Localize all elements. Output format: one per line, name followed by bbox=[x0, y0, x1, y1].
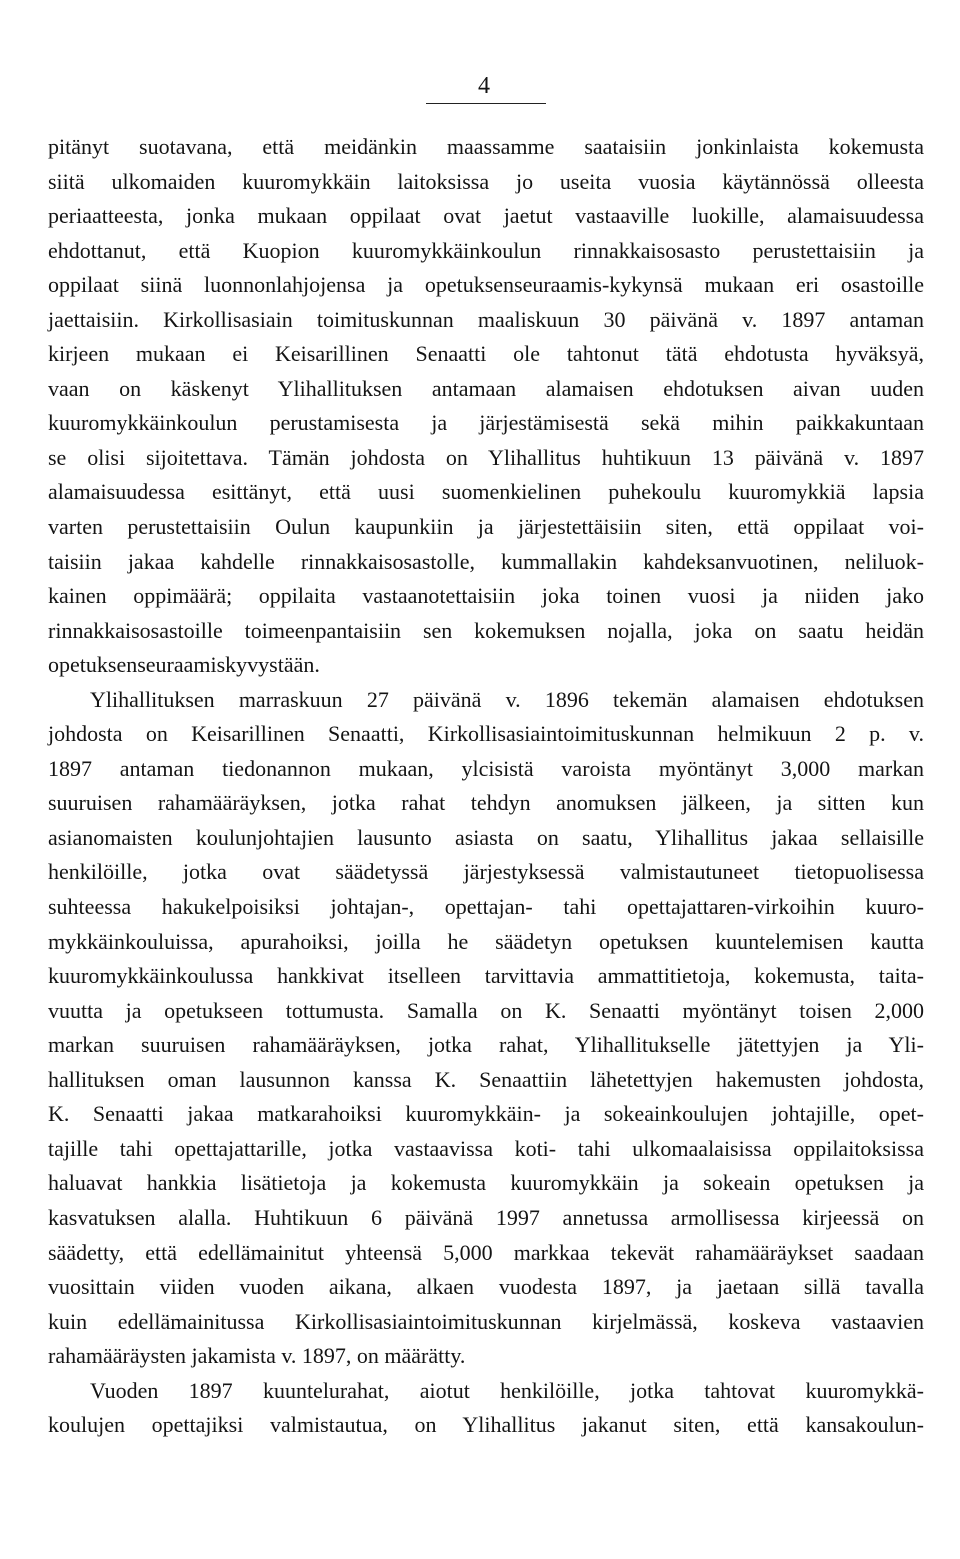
page-number: 4 bbox=[478, 73, 490, 99]
text-line: K. Senaatti jakaa matkarahoiksi kuuromykkäin- ja sokeainkoulujen johtajille, opet- bbox=[48, 1101, 924, 1127]
body-text bbox=[48, 130, 924, 1443]
text-line: alamaisuudessa esittänyt, että uusi suomenkielinen puhekoulu kuuromykkiä lapsia bbox=[48, 479, 924, 505]
text-line: kuuromykkäinkoulun perustamisesta ja järjestämisestä sekä mihin paikkakuntaan bbox=[48, 410, 924, 436]
text-line: tajille tahi opettajattarille, jotka vastaavissa koti- tahi ulkomaalaisissa oppilaitoksissa bbox=[48, 1135, 924, 1161]
text-line: 1897 antaman tiedonannon mukaan, ylcisistä varoista myöntänyt 3,000 markan bbox=[48, 755, 924, 781]
text-line: taisiin jakaa kahdelle rinnakkaisosastolle, kummallakin kahdeksanvuotinen, neliluok- bbox=[48, 548, 924, 574]
text-line: kuin edellämainitussa Kirkollisasiaintoimituskunnan kirjelmässä, koskeva vastaavien bbox=[48, 1308, 924, 1334]
text-line: kainen oppimäärä; oppilaita vastaanotettaisiin joka toinen vuosi ja niiden jako bbox=[48, 583, 924, 609]
text-line: suuruisen rahamääräyksen, jotka rahat tehdyn anomuksen jälkeen, ja sitten kun bbox=[48, 790, 924, 816]
text-line: markan suuruisen rahamääräyksen, jotka rahat, Ylihallitukselle jätettyjen ja Yli- bbox=[48, 1032, 924, 1058]
text-line: vuosittain viiden vuoden aikana, alkaen vuodesta 1897, ja jaetaan sillä tavalla bbox=[48, 1274, 924, 1300]
text-line: se olisi sijoitettava. Tämän johdosta on Ylihallitus huhtikuun 13 päivänä v. 1897 bbox=[48, 444, 924, 470]
text-line: jaettaisiin. Kirkollisasiain toimituskunnan maaliskuun 30 päivänä v. 1897 antaman bbox=[48, 306, 924, 332]
text-line: pitänyt suotavana, että meidänkin maassamme saataisiin jonkinlaista kokemusta bbox=[48, 134, 924, 159]
text-line: kuuromykkäinkoulussa hankkivat itselleen tarvittavia ammattitietoja, kokemusta, taita- bbox=[48, 963, 924, 989]
text-line: johdosta on Keisarillinen Senaatti, Kirkollisasiaintoimituskunnan helmikuun 2 p. v. bbox=[48, 721, 924, 747]
text-line: rinnakkaisosastoille toimeenpantaisiin sen kokemuksen nojalla, joka on saatu heidän bbox=[48, 617, 924, 643]
text-line: Vuoden 1897 kuuntelurahat, aiotut henkilöille, jotka tahtovat kuuromykkä- bbox=[90, 1377, 924, 1403]
text-line: ehdottanut, että Kuopion kuuromykkäinkoulun rinnakkaisosasto perustettaisiin ja bbox=[48, 237, 924, 263]
text-line: oppilaat siinä luonnonlahjojensa ja opetuksenseuraamis-kykynsä mukaan eri osastoille bbox=[48, 272, 924, 298]
header-rule bbox=[426, 103, 546, 104]
text-line: henkilöille, jotka ovat säädetyssä järjestyksessä valmistautuneet tietopuolisessa bbox=[48, 859, 924, 885]
text-line: Ylihallituksen marraskuun 27 päivänä v. 1896 tekemän alamaisen ehdotuksen bbox=[90, 686, 924, 712]
text-line: kasvatuksen alalla. Huhtikuun 6 päivänä 1997 annetussa armollisessa kirjeessä on bbox=[48, 1204, 924, 1230]
text-line: varten perustettaisiin Oulun kaupunkiin ja järjestettäisiin siten, että oppilaat voi- bbox=[48, 514, 924, 540]
text-line: siitä ulkomaiden kuuromykkäin laitoksissa jo useita vuosia käytännössä olleesta bbox=[48, 168, 924, 194]
text-line: vuutta ja opetukseen tottumusta. Samalla on K. Senaatti myöntänyt toisen 2,000 bbox=[48, 997, 924, 1023]
text-line: suhteessa hakukelpoisiksi johtajan-, opettajan- tahi opettajattaren-virkoihin kuuro- bbox=[48, 894, 924, 920]
text-line: hallituksen oman lausunnon kanssa K. Senaattiin lähetettyjen hakemusten johdosta, bbox=[48, 1066, 924, 1092]
text-line: haluavat hankkia lisätietoja ja kokemusta kuuromykkäin ja sokeain opetuksen ja bbox=[48, 1170, 924, 1196]
text-line: mykkäinkouluissa, apurahoiksi, joilla he säädetyn opetuksen kuuntelemisen kautta bbox=[48, 928, 924, 954]
text-line: asianomaisten koulunjohtajien lausunto asiasta on saatu, Ylihallitus jakaa sellaisille bbox=[48, 824, 924, 850]
text-line: kirjeen mukaan ei Keisarillinen Senaatti ole tahtonut tätä ehdotusta hyväksyä, bbox=[48, 341, 924, 367]
text-line: rahamääräysten jakamista v. 1897, on määrätty. bbox=[48, 1343, 466, 1369]
text-line: koulujen opettajiksi valmistautua, on Ylihallitus jakanut siten, että kansakoulun- bbox=[48, 1412, 924, 1438]
text-line: periaatteesta, jonka mukaan oppilaat ovat jaetut vastaaville luokille, alamaisuudessa bbox=[48, 203, 924, 229]
text-line: säädetty, että edellämainitut yhteensä 5,000 markkaa tekevät rahamääräykset saadaan bbox=[48, 1239, 924, 1265]
text-line: opetuksenseuraamiskyvystään. bbox=[48, 652, 320, 678]
text-line: vaan on käskenyt Ylihallituksen antamaan alamaisen ehdotuksen aivan uuden bbox=[48, 375, 924, 401]
